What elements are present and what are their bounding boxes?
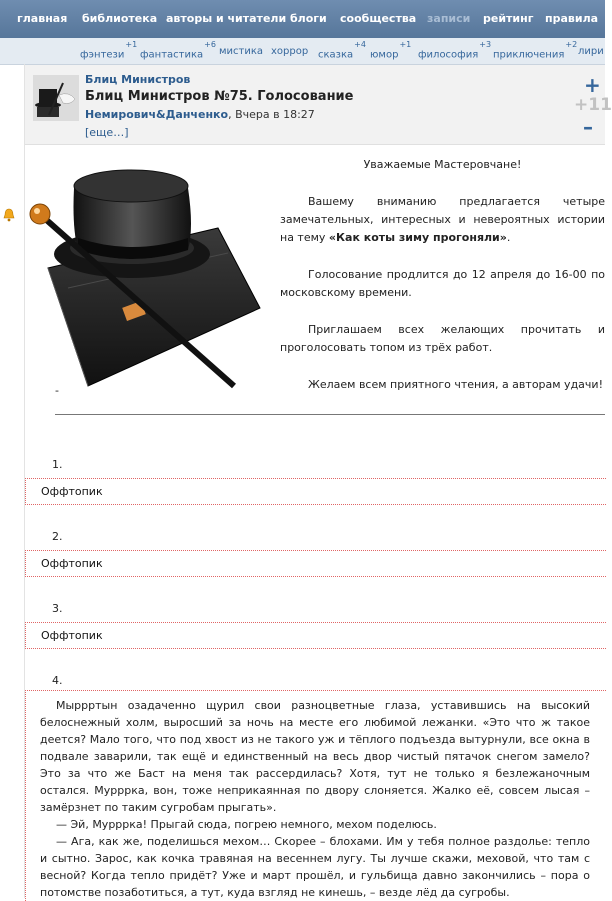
offtopic-spoiler[interactable] <box>25 550 606 577</box>
offtopic-label[interactable]: Оффтопик <box>41 557 103 570</box>
tag-fairy-tale[interactable]: сказка$^{+4}$ <box>318 40 366 61</box>
tag-mystic[interactable]: мистика <box>219 46 264 57</box>
tag-adventure[interactable]: приключения$^{+2}$ <box>493 40 578 61</box>
tag-horror[interactable]: хоррор <box>271 46 309 57</box>
post-intro <box>280 156 605 394</box>
entry-number: 2. <box>52 530 63 543</box>
blog-avatar[interactable] <box>33 75 79 121</box>
story-paragraph: — Ага, как же, поделишься мехом… Скорее – блохами. Им у тебя полное раздолье: тепло и сытно. Зарос, как кочка травяная на весеннем лугу. Ты лучше скажи, меховой, что там с весной? Когда тепло придёт? Уже и март прошёл, и гульбища давно закончились – пора о потомстве позаботиться, а тут, куда взгляд не кинешь, – везде лёд да сугробы. <box>40 835 590 899</box>
intro-paragraph-1: Вашему вниманию предлагается четыре замечательных, интересных и невероятных истории на тему «Как коты зиму прогоняли». <box>280 195 605 244</box>
intro-paragraph-3: Приглашаем всех желающих прочитать и проголосовать топом из трёх работ. <box>280 323 605 354</box>
tag-scifi[interactable]: фантастика$^{+6}$ <box>140 40 216 61</box>
nav-item-rating[interactable]: рейтинг <box>483 12 534 25</box>
post-title[interactable]: Блиц Министров №75. Голосование <box>85 89 354 104</box>
top-hat-illustration <box>28 158 266 390</box>
tag-lyrics[interactable]: лири <box>578 46 604 57</box>
vote-down-button[interactable]: – <box>583 115 593 139</box>
story-paragraph: Мыррртын озадаченно щурил свои разноцветные глаза, уставившись на высокий белоснежный холм, выросший за ночь на месте его любимой лежанки. «Это что ж такое деется? Мало того, что под хвост из не такого уж и тёплого подъезда вытурнули, все окна в подвале заварили, так ещё и единственный на весь двор чистый пятачок снегом замело? Это за что же Баст на меня так рассердилась? Хотя, тут не только я безлежаночным остался. Мурррка, вон, тоже неприкаянная по двору слоняется. Жалко её, совсем лысая – замёрзнет по таким сугробам прыгать». <box>40 699 590 814</box>
nav-item-rules[interactable]: правила <box>545 12 599 25</box>
story-paragraph: — Эй, Мурррка! Прыгай сюда, погрею немного, мехом поделюсь. <box>56 818 437 831</box>
more-link[interactable]: [еще…] <box>85 126 129 139</box>
offtopic-spoiler[interactable] <box>25 622 606 649</box>
nav-item-blogs[interactable]: блоги <box>290 12 327 25</box>
nav-item-authors[interactable]: авторы и читатели <box>166 12 287 25</box>
story-text <box>40 697 590 901</box>
horizontal-rule <box>55 414 605 415</box>
intro-paragraph-4: Желаем всем приятного чтения, а авторам удачи! <box>308 378 603 391</box>
nav-item-posts[interactable]: записи <box>427 12 471 25</box>
post-meta <box>85 108 315 121</box>
intro-paragraph-2: Голосование продлится до 12 апреля до 16-00 по московскому времени. <box>280 268 605 299</box>
contest-theme: «Как коты зиму прогоняли» <box>328 231 507 244</box>
bell-icon[interactable] <box>3 207 15 221</box>
greeting: Уважаемые Мастеровчане! <box>363 158 522 171</box>
tag-philosophy[interactable]: философия$^{+3}$ <box>418 40 492 61</box>
post-date: , Вчера в 18:27 <box>228 108 315 121</box>
nav-item-home[interactable]: главная <box>17 12 68 25</box>
offtopic-label[interactable]: Оффтопик <box>41 485 103 498</box>
nav-item-communities[interactable]: сообщества <box>340 12 417 25</box>
dash-separator: - <box>55 384 59 397</box>
offtopic-label[interactable]: Оффтопик <box>41 629 103 642</box>
tag-humor[interactable]: юмор$^{+1}$ <box>370 40 412 61</box>
nav-item-library[interactable]: библиотека <box>82 12 158 25</box>
entry-number: 4. <box>52 674 63 687</box>
tag-fantasy[interactable]: фэнтези$^{+1}$ <box>80 40 138 61</box>
entry-number: 3. <box>52 602 63 615</box>
top-nav <box>0 0 605 38</box>
blog-name[interactable]: Блиц Министров <box>85 73 191 86</box>
post-header <box>25 65 612 145</box>
vote-up-button[interactable]: + <box>584 73 601 97</box>
offtopic-spoiler[interactable] <box>25 478 606 505</box>
tag-bar <box>0 38 605 65</box>
entry-number: 1. <box>52 458 63 471</box>
author-link[interactable]: Немирович&Данченко <box>85 108 229 121</box>
vote-score: +11 <box>574 95 612 115</box>
